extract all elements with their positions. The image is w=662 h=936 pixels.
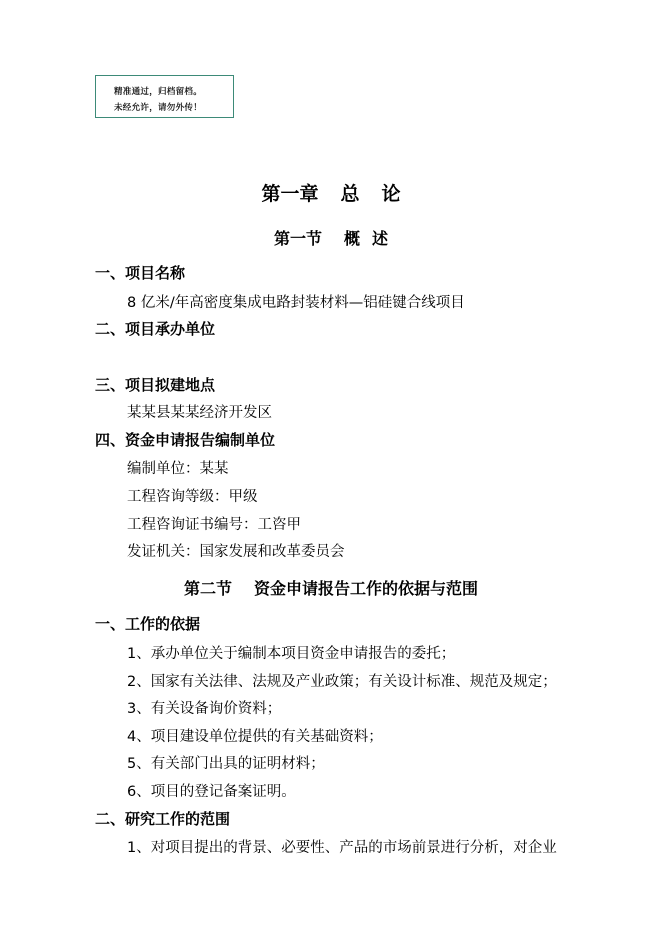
basis-item-1: 1、承办单位关于编制本项目资金申请报告的委托； <box>127 646 456 662</box>
section-1-title: 第一节 概 述 <box>273 229 389 248</box>
stamp-line-1: 精准通过，归档留档。 <box>114 87 203 97</box>
consulting-grade-text: 工程咨询等级：甲级 <box>127 489 258 505</box>
item-scope-heading: 二、研究工作的范围 <box>95 810 231 828</box>
location-text: 某某县某某经济开发区 <box>127 405 272 421</box>
stamp-line-2: 未经允许，请勿外传！ <box>114 103 203 113</box>
item-compiler-heading: 四、资金申请报告编制单位 <box>95 431 276 449</box>
approval-stamp <box>95 75 234 118</box>
certificate-number-text: 工程咨询证书编号：工咨甲 <box>127 517 301 533</box>
basis-item-2: 2、国家有关法律、法规及产业政策；有关设计标准、规范及规定； <box>127 674 557 690</box>
item-project-name-heading: 一、项目名称 <box>95 264 186 282</box>
compiler-unit-text: 编制单位：某某 <box>127 461 229 477</box>
scope-item-1: 1、对项目提出的背景、必要性、产品的市场前景进行分析，对企业 <box>127 840 557 856</box>
issuing-authority-text: 发证机关：国家发展和改革委员会 <box>127 544 345 560</box>
project-name-text: 8 亿米/年高密度集成电路封装材料—铝硅键合线项目 <box>127 295 465 311</box>
item-basis-heading: 一、工作的依据 <box>95 615 201 633</box>
basis-item-3: 3、有关设备询价资料； <box>127 701 282 717</box>
basis-item-4: 4、项目建设单位提供的有关基础资料； <box>127 729 383 745</box>
chapter-title: 第一章 总 论 <box>261 183 401 205</box>
item-undertaking-unit-heading: 二、项目承办单位 <box>95 320 216 338</box>
basis-item-5: 5、有关部门出具的证明材料； <box>127 756 325 772</box>
section-2-title: 第二节 资金申请报告工作的依据与范围 <box>183 579 479 598</box>
basis-item-6: 6、项目的登记备案证明。 <box>127 784 296 800</box>
item-location-heading: 三、项目拟建地点 <box>95 376 216 394</box>
